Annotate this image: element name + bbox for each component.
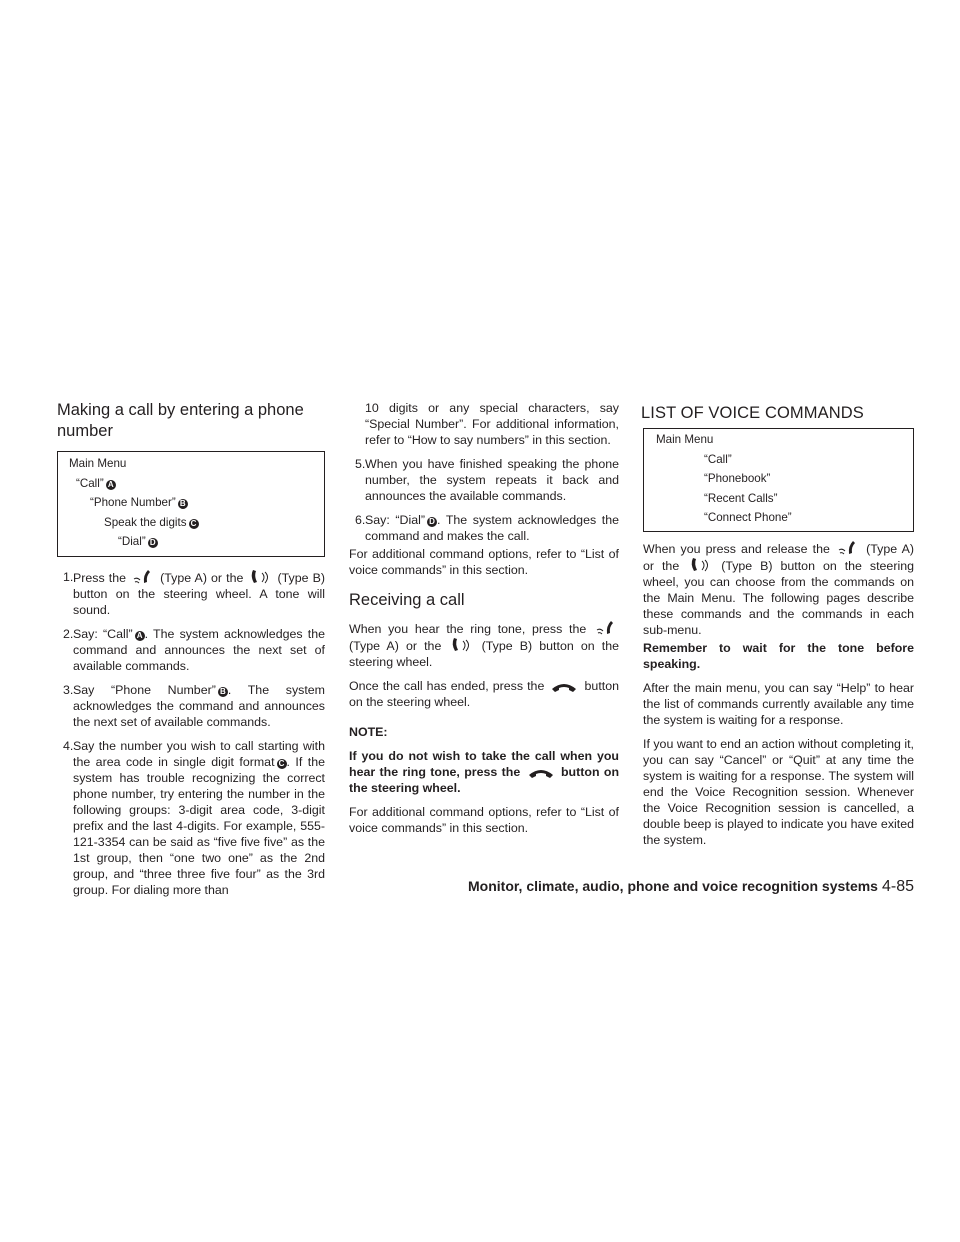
- step-5: 5. When you have finished speaking the phone number, the system repeats it back and announces the available commands.: [355, 457, 619, 503]
- note-label: NOTE:: [349, 725, 388, 739]
- callout-a-icon: A: [135, 631, 145, 641]
- menu-flow-call: “Call” A: [58, 474, 324, 494]
- talk-button-type-a-icon: [837, 540, 859, 556]
- menu-flow-main: Main Menu: [69, 457, 127, 470]
- section-heading-voice-commands: LIST OF VOICE COMMANDS: [641, 404, 864, 422]
- callout-c-icon: C: [277, 759, 287, 769]
- step-6: 6. Say: “Dial” D . The system acknowledges the command and makes the call.: [355, 513, 619, 543]
- end-call-instructions: Once the call has ended, press the button on the steering wheel.: [349, 679, 619, 709]
- talk-button-type-a-icon: [595, 620, 617, 636]
- callout-d-icon: D: [148, 538, 158, 548]
- vc-recent-calls: “Recent Calls”: [704, 491, 778, 505]
- hang-up-icon: [550, 681, 578, 693]
- vc-connect-phone: “Connect Phone”: [704, 511, 792, 524]
- step-1: 1. Press the (Type A) or the (Type B) button on the steering wheel. A tone will sound.: [63, 569, 326, 617]
- steps-list-continued: [349, 456, 619, 544]
- talk-button-type-b-icon: [689, 557, 711, 573]
- footer-section-title: Monitor, climate, audio, phone and voice recognition systems: [468, 878, 878, 894]
- callout-c-icon: C: [189, 519, 199, 529]
- callout-d-icon: D: [427, 517, 437, 527]
- menu-flow-speak-digits: Speak the digits C: [58, 513, 324, 533]
- voice-commands-menu-box: [643, 428, 914, 532]
- menu-flow-dial: “Dial” D: [58, 532, 324, 552]
- hang-up-icon: [527, 767, 555, 779]
- callout-a-icon: A: [106, 480, 116, 490]
- callout-b-icon: B: [178, 499, 188, 509]
- step-4-continued: 10 digits or any special characters, say “Special Number”. For additional information, refer to “How to say numbers” in this section.: [365, 401, 619, 447]
- talk-button-type-a-icon: [132, 569, 154, 585]
- help-text: After the main menu, you can say “Help” to hear the list of commands currently available any time the system is waiting for a response.: [643, 680, 914, 727]
- receive-instructions: When you hear the ring tone, press the (Type A) or the (Type B) button on the steering wheel.: [349, 622, 619, 669]
- wait-for-tone-text: Remember to wait for the tone before speaking.: [643, 640, 914, 671]
- talk-button-type-b-icon: [249, 569, 271, 585]
- steps-list: [57, 569, 325, 898]
- step-2: 2. Say: “Call” A . The system acknowledges the command and announces the next set of available commands.: [63, 626, 325, 673]
- vc-phonebook: “Phonebook”: [704, 472, 771, 485]
- step-3: 3. Say “Phone Number” B . The system acknowledges the command and announces the next set of available commands.: [63, 682, 325, 729]
- page-footer: [452, 878, 914, 896]
- column-left: [57, 400, 325, 906]
- more-options-text: For additional command options, refer to “List of voice commands” in this section.: [349, 547, 619, 577]
- column-right: [643, 400, 914, 856]
- more-options-text-2: For additional command options, refer to “List of voice commands” in this section.: [349, 805, 619, 835]
- menu-flow-box: [57, 451, 325, 557]
- menu-flow-phone-number: “Phone Number” B: [58, 493, 324, 513]
- note-text: If you do not wish to take the call when you hear the ring tone, press the button on the steering wheel.: [349, 749, 620, 795]
- section-heading-receiving-call: Receiving a call: [349, 591, 465, 609]
- talk-button-type-b-icon: [450, 637, 472, 653]
- page-number: 4-85: [881, 878, 914, 895]
- vc-main-menu: Main Menu: [656, 433, 714, 446]
- section-heading-making-call: Making a call by entering a phone number: [57, 401, 304, 440]
- step-4: 4. Say the number you wish to call starting with the area code in single digit format C . If the system has trouble recognizing the correct phone number, try entering the number in the following groups: 3-digit area code, 3-digit prefix and the last 4-digits. For example, 555-121-3354 can be said as “five five five” as the 1st group, then “one two one” as the 2nd group, and “three three five four” as the 3rd group. For dialing more than: [63, 738, 326, 897]
- cancel-text: If you want to end an action without completing it, you can say “Cancel” or “Quit” at any time the system is waiting for a response. The system will end the Voice Recognition session. Whenever the Voice Recognition session is cancelled, a double beep is played to indicate you have exited the system.: [643, 736, 914, 847]
- voice-commands-intro: When you press and release the (Type A) or the (Type B) button on the steering wheel, you can choose from the commands on the Main Menu. The following pages describe these commands and the commands in each sub-menu.: [643, 541, 914, 637]
- column-middle: [349, 400, 619, 844]
- vc-call: “Call”: [704, 452, 732, 466]
- callout-b-icon: B: [218, 687, 228, 697]
